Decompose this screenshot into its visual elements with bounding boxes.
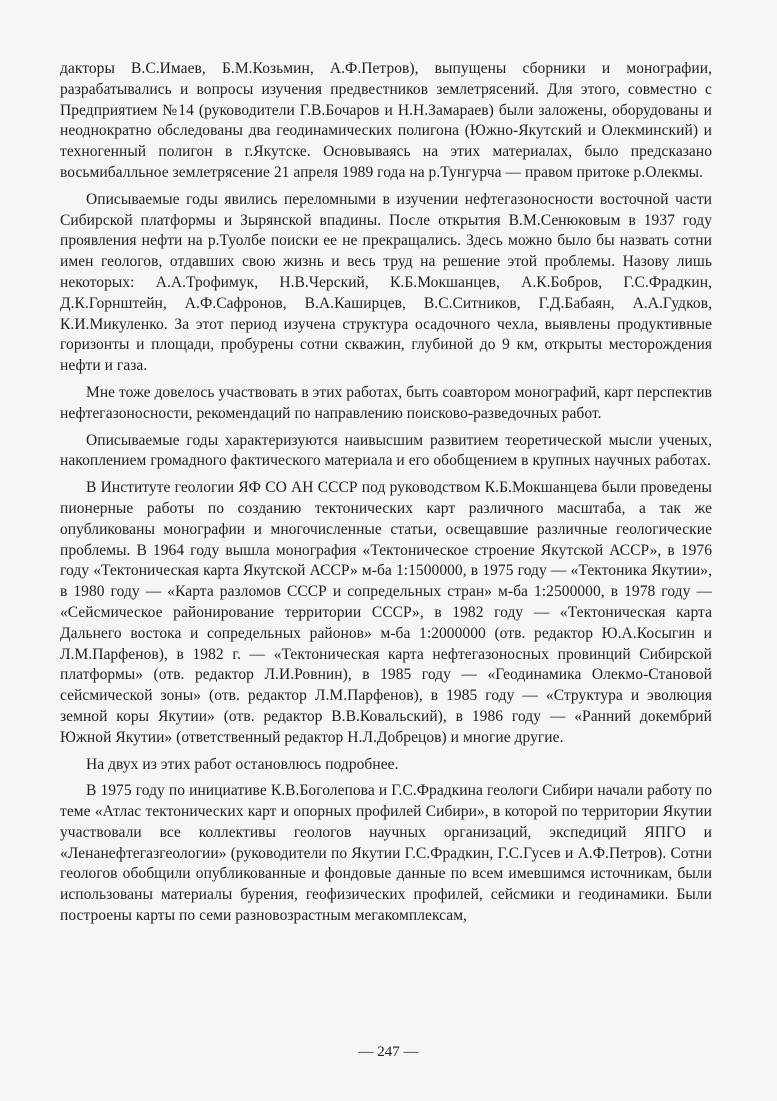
paragraph-institute-publications: В Институте геологии ЯФ СО АН СССР под руководством К.Б.Мокшанцева были проведены пионерные работы по созданию тектонических карт различного масштаба, а так же опубликованы монографии и многочисленные статьи, освещавшие различные геологические проблемы. В 1964 году вышла монография «Тектоническое строение Якутской АССР», в 1976 году «Тектоническая карта Якутской АССР» м-ба 1:1500000, в 1975 году — «Тектоника Якутии», в 1980 году — «Карта разломов СССР и сопредельных стран» м-ба 1:2500000, в 1978 году — «Сейсмическое районирование территории СССР», в 1982 году — «Тектоническая карта Дальнего востока и сопредельных районов» м-ба 1:2000000 (отв. редактор Ю.А.Косыгин и Л.М.Парфенов), в 1982 г. — «Тектоническая карта нефтегазоносных провинций Сибирской платформы» (отв. редактор Л.И.Ровнин), в 1985 году — «Геодинамика Олекмо-Становой сейсмической зоны» (отв. редактор Л.М.Парфенов), в 1985 году — «Структура и эволюция земной коры Якутии» (отв. редактор В.В.Ковальский), в 1986 году — «Ранний докембрий Южной Якутии» (ответственный редактор Н.Л.Добрецов) и многие другие. (60, 479, 712, 746)
paragraph-theoretical-development: Описываемые годы характеризуются наивысшим развитием теоретической мысли ученых, накоплением громадного фактического материала и его обобщением в крупных научных работах. (60, 431, 712, 470)
paragraph-author-participation: Мне тоже довелось участвовать в этих работах, быть соавтором монографий, карт перспектив нефтегазоносности, рекомендаций по направлению поисково-разведочных работ. (60, 383, 712, 422)
paragraph-oil-gas-research: Описываемые годы явились переломными в изучении нефтегазоносности восточной части Сибирской платформы и Зырянской впадины. После открытия В.М.Сенюковым в 1937 году проявления нефти на р.Туолбе поиски ее не прекращались. Здесь можно было бы назвать сотни имен геологов, отдавших свою жизнь и весь труд на решение этой проблемы. Назову лишь некоторых: А.А.Трофимук, Н.В.Черский, К.Б.Мокшанцев, А.К.Бобров, Г.С.Фрадкин, Д.К.Горнштейн, А.Ф.Сафронов, В.А.Каширцев, В.С.Ситников, Г.Д.Бабаян, А.А.Гудков, К.И.Микуленко. За этот период изучена структура осадочного чехла, выявлены продуктивные горизонты и площади, пробурены сотни скважин, глубиной до 9 км, открыты месторождения нефти и газа. (60, 190, 712, 375)
page-number: — 247 — (358, 1044, 419, 1060)
paragraph-atlas-project: В 1975 году по инициативе К.В.Боголепова и Г.С.Фрадкина геологи Сибири начали работу по теме «Атлас тектонических карт и опорных профилей Сибири», в которой по территории Якутии участвовали все коллективы геологов научных организаций, экспедиций ЯПГО и «Ленанефтегазгеологии» (руководители по Якутии Г.С.Фрадкин, Г.С.Гусев и А.Ф.Петров). Сотни геологов обобщили опубликованные и фондовые данные по всем имевшимся источникам, были использованы материалы бурения, геофизических профилей, сейсмики и геодинамики. Были построены карты по семи разновозрастным мегакомплексам, (60, 782, 712, 925)
paragraph-two-works: На двух из этих работ остановлюсь подробнее. (86, 755, 399, 773)
body-text (60, 59, 712, 933)
paragraph-continuation: дакторы В.С.Имаев, Б.М.Козьмин, А.Ф.Петров), выпущены сборники и монографии, разрабатывались и вопросы изучения предвестников землетрясений. Для этого, совместно с Предприятием №14 (руководители Г.В.Бочаров и Н.Н.Замараев) были заложены, оборудованы и неоднократно обследованы два геодинамических полигона (Южно-Якутский и Олекминский) и техногенный полигон в г.Якутске. Основываясь на этих материалах, было предсказано восьмибалльное землетрясение 21 апреля 1989 года на р.Тунгурча — правом притоке р.Олекмы. (60, 60, 712, 181)
